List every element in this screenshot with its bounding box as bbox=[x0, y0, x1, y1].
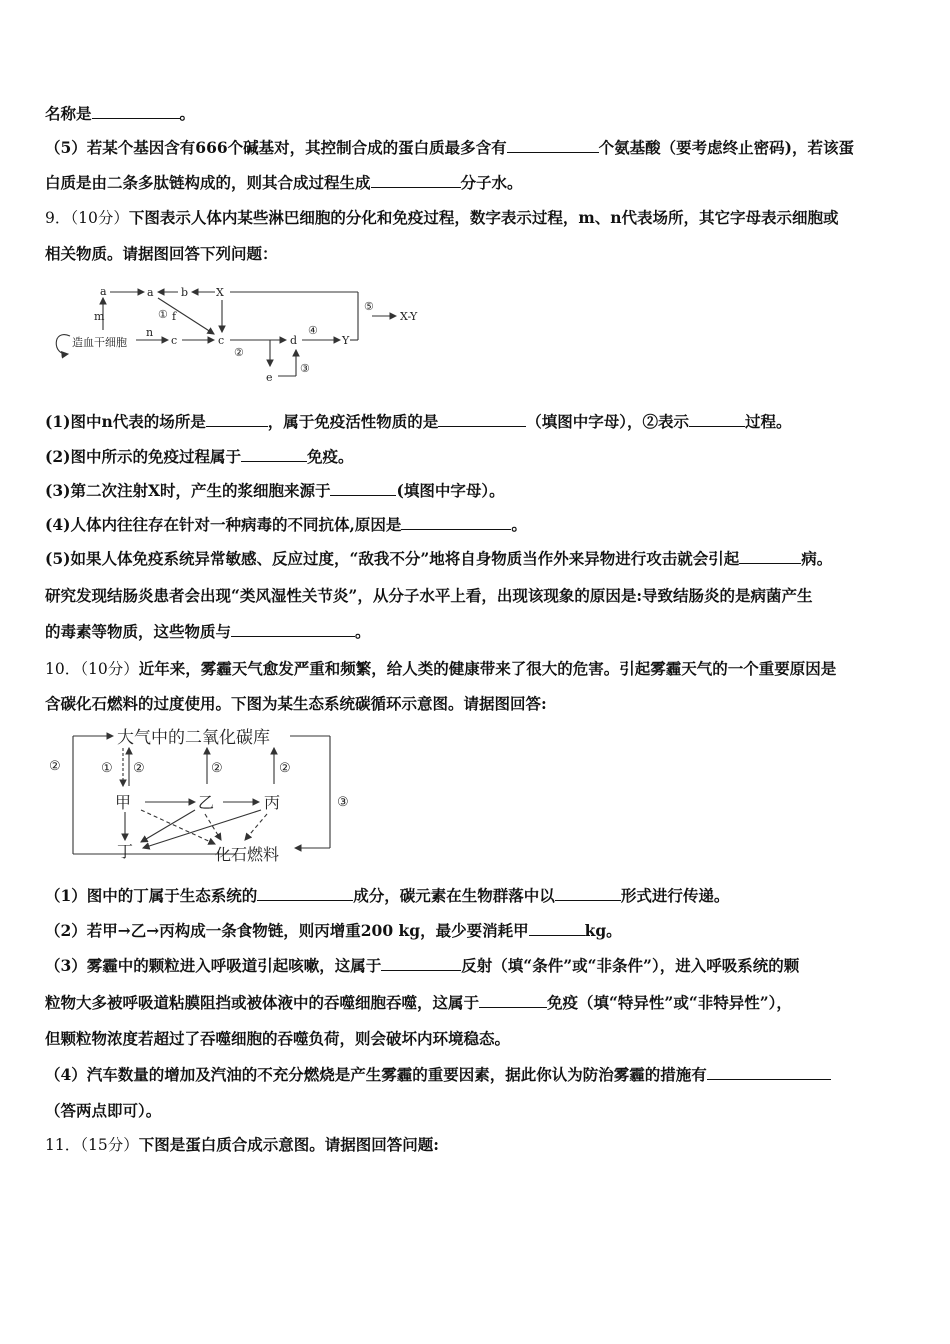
label-n: n bbox=[146, 326, 154, 339]
text: （填图中字母），②表示 bbox=[526, 412, 690, 431]
q10-3-line3 bbox=[45, 1029, 510, 1049]
text: 含碳化石燃料的过度使用。下图为某生态系统碳循环示意图。请据图回答: bbox=[45, 694, 547, 713]
q10-stem-line1 bbox=[45, 659, 836, 679]
answer-blank[interactable] bbox=[92, 104, 180, 119]
label-yi: 乙 bbox=[198, 793, 215, 812]
co2-pool-label: 大气中的二氧化碳库 bbox=[117, 728, 270, 748]
text: 。 bbox=[511, 515, 527, 534]
step-2c: ② bbox=[279, 761, 291, 776]
q10-4-line1 bbox=[45, 1065, 831, 1085]
text: 研究发现结肠炎患者会出现“类风湿性关节炎”，从分子水平上看，出现该现象的原因是:导致结肠炎的是病菌产生 bbox=[45, 586, 813, 605]
text: ，属于免疫活性物质的是 bbox=[267, 412, 439, 431]
immune-process-diagram bbox=[50, 278, 430, 390]
text: (1)图中n代表的场所是 bbox=[45, 412, 206, 431]
text: 反射（填“条件”或“非条件”），进入呼吸系统的颗 bbox=[461, 956, 800, 975]
label-f: f bbox=[172, 310, 177, 323]
answer-blank[interactable] bbox=[739, 549, 801, 564]
label-jia: 甲 bbox=[115, 793, 132, 812]
carbon-cycle-diagram bbox=[45, 722, 365, 866]
text: 相关物质。请据图回答下列问题： bbox=[45, 244, 278, 263]
q11-stem bbox=[45, 1135, 439, 1155]
q10-3-line1 bbox=[45, 956, 799, 976]
text: 个氨基酸（要考虑终止密码)，若该蛋 bbox=[598, 138, 854, 157]
step-2: ② bbox=[234, 346, 244, 359]
text: 。 bbox=[179, 104, 196, 123]
answer-blank[interactable] bbox=[206, 412, 268, 427]
q9-2 bbox=[45, 447, 353, 467]
label-a1: a bbox=[100, 285, 107, 298]
text: 粒物大多被呼吸道粘膜阻挡或被体液中的吞噬细胞吞噬，这属于 bbox=[45, 993, 480, 1012]
label-x: X bbox=[216, 286, 224, 299]
stem-cell-label: 造血干细胞 bbox=[72, 336, 127, 349]
q9-5-line2 bbox=[45, 586, 813, 606]
step-1: ① bbox=[101, 761, 113, 776]
text: (4)人体内往往存在针对一种病毒的不同抗体,原因是 bbox=[45, 515, 402, 534]
text: （4）汽车数量的增加及汽油的不充分燃烧是产生雾霾的重要因素，据此你认为防治雾霾的措施有 bbox=[45, 1065, 707, 1084]
step-left-2: ② bbox=[49, 759, 61, 774]
text: 下图表示人体内某些淋巴细胞的分化和免疫过程，数字表示过程，m、n代表场所，其它字母表示细胞或 bbox=[128, 208, 839, 227]
question-number: 9．（10分） bbox=[45, 209, 129, 227]
label-e: e bbox=[266, 371, 273, 384]
label-fuel: 化石燃料 bbox=[215, 845, 280, 864]
label-d: d bbox=[290, 334, 298, 347]
text: 但颗粒物浓度若超过了吞噬细胞的吞噬负荷，则会破坏内环境稳态。 bbox=[45, 1029, 511, 1048]
text: (填图中字母）。 bbox=[396, 481, 505, 500]
answer-blank[interactable] bbox=[555, 886, 621, 901]
answer-blank[interactable] bbox=[371, 173, 461, 188]
q9-4 bbox=[45, 515, 527, 535]
text: 名称是 bbox=[45, 104, 92, 123]
answer-blank[interactable] bbox=[438, 412, 526, 427]
text: （答两点即可）。 bbox=[45, 1101, 162, 1120]
q9-3 bbox=[45, 481, 505, 501]
question-number: 11．（15分） bbox=[45, 1136, 139, 1154]
q9-5-line1 bbox=[45, 549, 832, 569]
q8-5-line2 bbox=[45, 173, 523, 193]
text: 白质是由二条多肽链构成的，则其合成过程生成 bbox=[45, 173, 371, 192]
text: 分子水。 bbox=[460, 173, 523, 192]
text: 过程。 bbox=[745, 412, 792, 431]
text: （3）雾霾中的颗粒进入呼吸道引起咳嗽，这属于 bbox=[45, 956, 382, 975]
label-ding: 丁 bbox=[117, 842, 134, 861]
label-b: b bbox=[181, 286, 189, 299]
answer-blank[interactable] bbox=[401, 515, 511, 530]
text: 成分，碳元素在生物群落中以 bbox=[353, 886, 555, 905]
step-3: ③ bbox=[300, 362, 310, 375]
q9-stem-line2 bbox=[45, 244, 278, 264]
text: 。 bbox=[355, 622, 371, 641]
step-4: ④ bbox=[308, 324, 318, 337]
q10-4-line2 bbox=[45, 1101, 161, 1121]
text: 形式进行传递。 bbox=[620, 886, 730, 905]
text: （1）图中的丁属于生态系统的 bbox=[45, 886, 258, 905]
label-bing: 丙 bbox=[264, 793, 281, 812]
answer-blank[interactable] bbox=[231, 622, 355, 637]
label-c2: c bbox=[218, 334, 225, 347]
text: 下图是蛋白质合成示意图。请据图回答问题: bbox=[138, 1135, 439, 1154]
text: 病。 bbox=[801, 549, 833, 568]
text: (5)如果人体免疫系统异常敏感、反应过度，“敌我不分”地将自身物质当作外来异物进行攻击就会引起 bbox=[45, 549, 740, 568]
label-x-y: X-Y bbox=[400, 310, 418, 323]
step-2a: ② bbox=[133, 761, 145, 776]
q9-5-line3 bbox=[45, 622, 371, 642]
text: 近年来，雾霾天气愈发严重和频繁，给人类的健康带来了很大的危害。引起雾霾天气的一个重要原因是 bbox=[138, 659, 837, 678]
step-5: ⑤ bbox=[364, 300, 374, 313]
q8-5-line1 bbox=[45, 138, 854, 158]
answer-blank[interactable] bbox=[381, 956, 461, 971]
answer-blank[interactable] bbox=[330, 481, 396, 496]
q10-1 bbox=[45, 886, 729, 906]
q10-3-line2 bbox=[45, 993, 792, 1013]
q10-stem-line2 bbox=[45, 694, 547, 714]
text: （5）若某个基因含有666个碱基对，其控制合成的蛋白质最多含有 bbox=[45, 138, 507, 157]
step-right-3: ③ bbox=[337, 795, 349, 810]
text: （2）若甲→乙→丙构成一条食物链，则丙增重200 kg，最少要消耗甲 bbox=[45, 921, 529, 940]
text: 的毒素等物质，这些物质与 bbox=[45, 622, 232, 641]
label-y: Y bbox=[342, 334, 350, 347]
label-c1: c bbox=[171, 334, 178, 347]
text: (2)图中所示的免疫过程属于 bbox=[45, 447, 241, 466]
answer-blank[interactable] bbox=[707, 1065, 831, 1080]
step-2b: ② bbox=[211, 761, 223, 776]
answer-blank[interactable] bbox=[479, 993, 547, 1008]
text: 免疫（填“特异性”或“非特异性”）， bbox=[547, 993, 792, 1012]
q10-2 bbox=[45, 921, 622, 941]
q9-1 bbox=[45, 412, 792, 432]
text: kg。 bbox=[584, 921, 622, 940]
q9-stem-line1 bbox=[45, 208, 839, 228]
question-number: 10．（10分） bbox=[45, 660, 139, 678]
answer-blank[interactable] bbox=[507, 138, 599, 153]
label-m: m bbox=[94, 310, 105, 323]
text: (3)第二次注射X时，产生的浆细胞来源于 bbox=[45, 481, 331, 500]
answer-blank[interactable] bbox=[689, 412, 745, 427]
answer-blank[interactable] bbox=[257, 886, 353, 901]
label-a2: a bbox=[147, 286, 154, 299]
q8-4-tail bbox=[45, 104, 195, 124]
answer-blank[interactable] bbox=[241, 447, 307, 462]
step-1: ① bbox=[158, 308, 168, 321]
text: 免疫。 bbox=[306, 447, 354, 466]
answer-blank[interactable] bbox=[529, 921, 585, 936]
